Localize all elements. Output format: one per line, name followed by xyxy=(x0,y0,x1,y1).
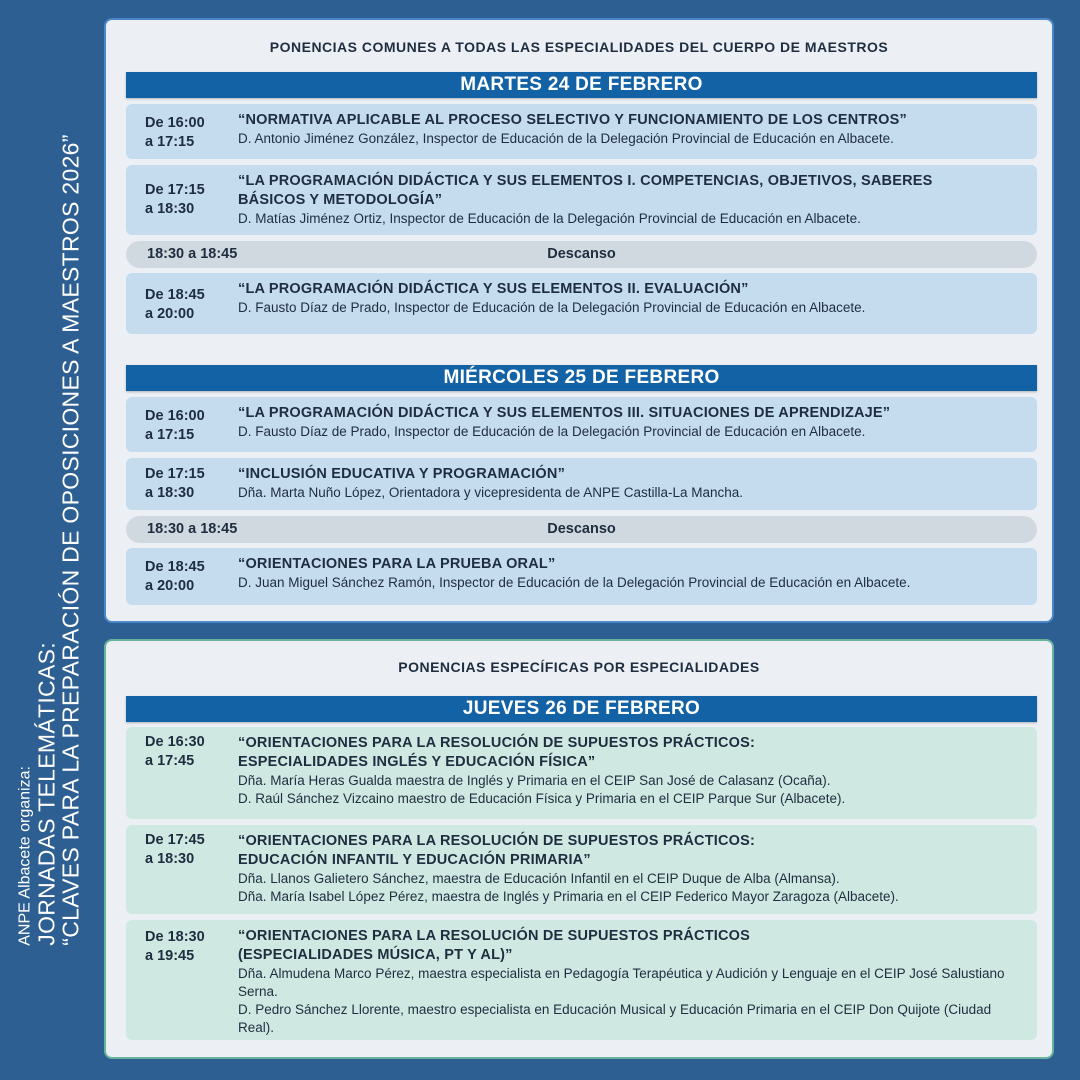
session-time: De 16:00 a 17:15 xyxy=(145,115,205,150)
session-speakers xyxy=(238,484,1025,502)
session-speakers xyxy=(238,870,1025,906)
session-title: “NORMATIVA APLICABLE AL PROCESO SELECTIVO Y FUNCIONAMIENTO DE LOS CENTROS” xyxy=(238,112,907,128)
speaker: D. Fausto Díaz de Prado, Inspector de Educación de la Delegación Provincial de Educación en Albacete. xyxy=(238,300,866,315)
session-title: “ORIENTACIONES PARA LA PRUEBA ORAL” xyxy=(238,556,556,572)
common-talks-heading: PONENCIAS COMUNES A TODAS LAS ESPECIALIDADES DEL CUERPO DE MAESTROS xyxy=(269,39,889,55)
event-title: JORNADAS TELEMÁTICAS: xyxy=(33,642,60,946)
event-subtitle: “CLAVES PARA LA PREPARACIÓN DE OPOSICIONES A MAESTROS 2026” xyxy=(57,134,84,946)
day-header-tuesday: MARTES 24 DE FEBRERO xyxy=(126,72,1037,98)
session-row xyxy=(126,825,1037,914)
session-time: De 16:00 a 17:15 xyxy=(145,408,205,443)
session-speakers xyxy=(238,299,1025,317)
speaker: D. Juan Miguel Sánchez Ramón, Inspector de Educación de la Delegación Provincial de Educación en Albacete. xyxy=(238,575,911,590)
session-speakers xyxy=(238,423,1025,441)
break-row xyxy=(126,516,1037,543)
session-row xyxy=(126,273,1037,334)
session-time: De 18:45 a 20:00 xyxy=(145,559,205,594)
session-time: De 17:15 a 18:30 xyxy=(145,182,205,217)
session-content xyxy=(238,555,1025,592)
session-content xyxy=(238,927,1025,1037)
break-row xyxy=(126,241,1037,268)
sidebar xyxy=(0,0,100,1080)
day-header-wednesday: MIÉRCOLES 25 DE FEBRERO xyxy=(126,365,1037,391)
session-content xyxy=(238,832,1025,906)
break-label: Descanso xyxy=(547,521,616,537)
session-title: “LA PROGRAMACIÓN DIDÁCTICA Y SUS ELEMENTOS III. SITUACIONES DE APRENDIZAJE” xyxy=(238,405,891,421)
speaker: Dña. María Heras Gualda maestra de Inglés y Primaria en el CEIP San José de Calasanz (Ocaña). xyxy=(238,773,831,788)
speaker: Dña. Marta Nuño López, Orientadora y vicepresidenta de ANPE Castilla-La Mancha. xyxy=(238,485,744,500)
common-talks-panel xyxy=(104,18,1054,623)
session-title: “INCLUSIÓN EDUCATIVA Y PROGRAMACIÓN” xyxy=(238,466,566,482)
session-title: “ORIENTACIONES PARA LA RESOLUCIÓN DE SUPUESTOS PRÁCTICOS: ESPECIALIDADES INGLÉS Y EDUCACIÓN FÍSICA” xyxy=(238,735,756,770)
session-row xyxy=(126,165,1037,235)
session-title: “ORIENTACIONES PARA LA RESOLUCIÓN DE SUPUESTOS PRÁCTICOS: EDUCACIÓN INFANTIL Y EDUCACIÓN PRIMARIA” xyxy=(238,833,756,868)
session-time: De 18:30 a 19:45 xyxy=(145,929,205,964)
speaker: Dña. Llanos Galietero Sánchez, maestra de Educación Infantil en el CEIP Duque de Alba (Almansa). xyxy=(238,871,840,886)
session-row xyxy=(126,920,1037,1040)
session-time: De 18:45 a 20:00 xyxy=(145,287,205,322)
speaker: D. Matías Jiménez Ortiz, Inspector de Educación de la Delegación Provincial de Educación en Albacete. xyxy=(238,211,861,226)
sidebar-text xyxy=(17,134,84,945)
session-row xyxy=(126,397,1037,452)
speaker: D. Antonio Jiménez González, Inspector de Educación de la Delegación Provincial de Educación en Albacete. xyxy=(238,131,894,146)
organizer-label: ANPE Albacete organiza: xyxy=(16,766,34,946)
speaker: Dña. Almudena Marco Pérez, maestra especialista en Pedagogía Terapéutica y Audición y Lenguaje en el CEIP José Salustiano Serna. xyxy=(238,966,1005,999)
session-content xyxy=(238,280,1025,317)
session-content xyxy=(238,172,1025,228)
session-content xyxy=(238,111,1025,148)
session-content xyxy=(238,465,1025,502)
session-title: “ORIENTACIONES PARA LA RESOLUCIÓN DE SUPUESTOS PRÁCTICOS (ESPECIALIDADES MÚSICA, PT Y AL)” xyxy=(238,928,751,963)
session-title: “LA PROGRAMACIÓN DIDÁCTICA Y SUS ELEMENTOS II. EVALUACIÓN” xyxy=(238,281,749,297)
break-time: 18:30 a 18:45 xyxy=(147,521,238,537)
session-time: De 17:45 a 18:30 xyxy=(145,832,205,867)
speaker: Dña. María Isabel López Pérez, maestra de Inglés y Primaria en el CEIP Federico Mayor Zaragoza (Albacete). xyxy=(238,889,899,904)
break-time: 18:30 a 18:45 xyxy=(147,246,238,262)
session-time: De 16:30 a 17:45 xyxy=(145,734,205,769)
session-row xyxy=(126,104,1037,159)
session-row xyxy=(126,458,1037,510)
session-speakers xyxy=(238,574,1025,592)
session-title: “LA PROGRAMACIÓN DIDÁCTICA Y SUS ELEMENTOS I. COMPETENCIAS, OBJETIVOS, SABERES BÁSICOS Y METODOLOGÍA” xyxy=(238,173,933,208)
break-label: Descanso xyxy=(547,246,616,262)
session-content xyxy=(238,734,1025,808)
speaker: D. Raúl Sánchez Vizcaino maestro de Educación Física y Primaria en el CEIP Parque Sur (Albacete). xyxy=(238,791,846,806)
day-header-thursday: JUEVES 26 DE FEBRERO xyxy=(126,696,1037,722)
session-speakers xyxy=(238,210,1025,228)
session-content xyxy=(238,404,1025,441)
session-speakers xyxy=(238,130,1025,148)
speaker: D. Pedro Sánchez Llorente, maestro especialista en Educación Musical y Educación Primaria en el CEIP Don Quijote (Ciudad Real). xyxy=(238,1002,992,1035)
specific-talks-heading: PONENCIAS ESPECÍFICAS POR ESPECIALIDADES xyxy=(398,659,760,675)
session-speakers xyxy=(238,965,1025,1037)
session-row xyxy=(126,548,1037,605)
speaker: D. Fausto Díaz de Prado, Inspector de Educación de la Delegación Provincial de Educación en Albacete. xyxy=(238,424,866,439)
session-time: De 17:15 a 18:30 xyxy=(145,466,205,501)
specific-talks-panel xyxy=(104,639,1054,1059)
session-speakers xyxy=(238,772,1025,808)
session-row xyxy=(126,727,1037,819)
